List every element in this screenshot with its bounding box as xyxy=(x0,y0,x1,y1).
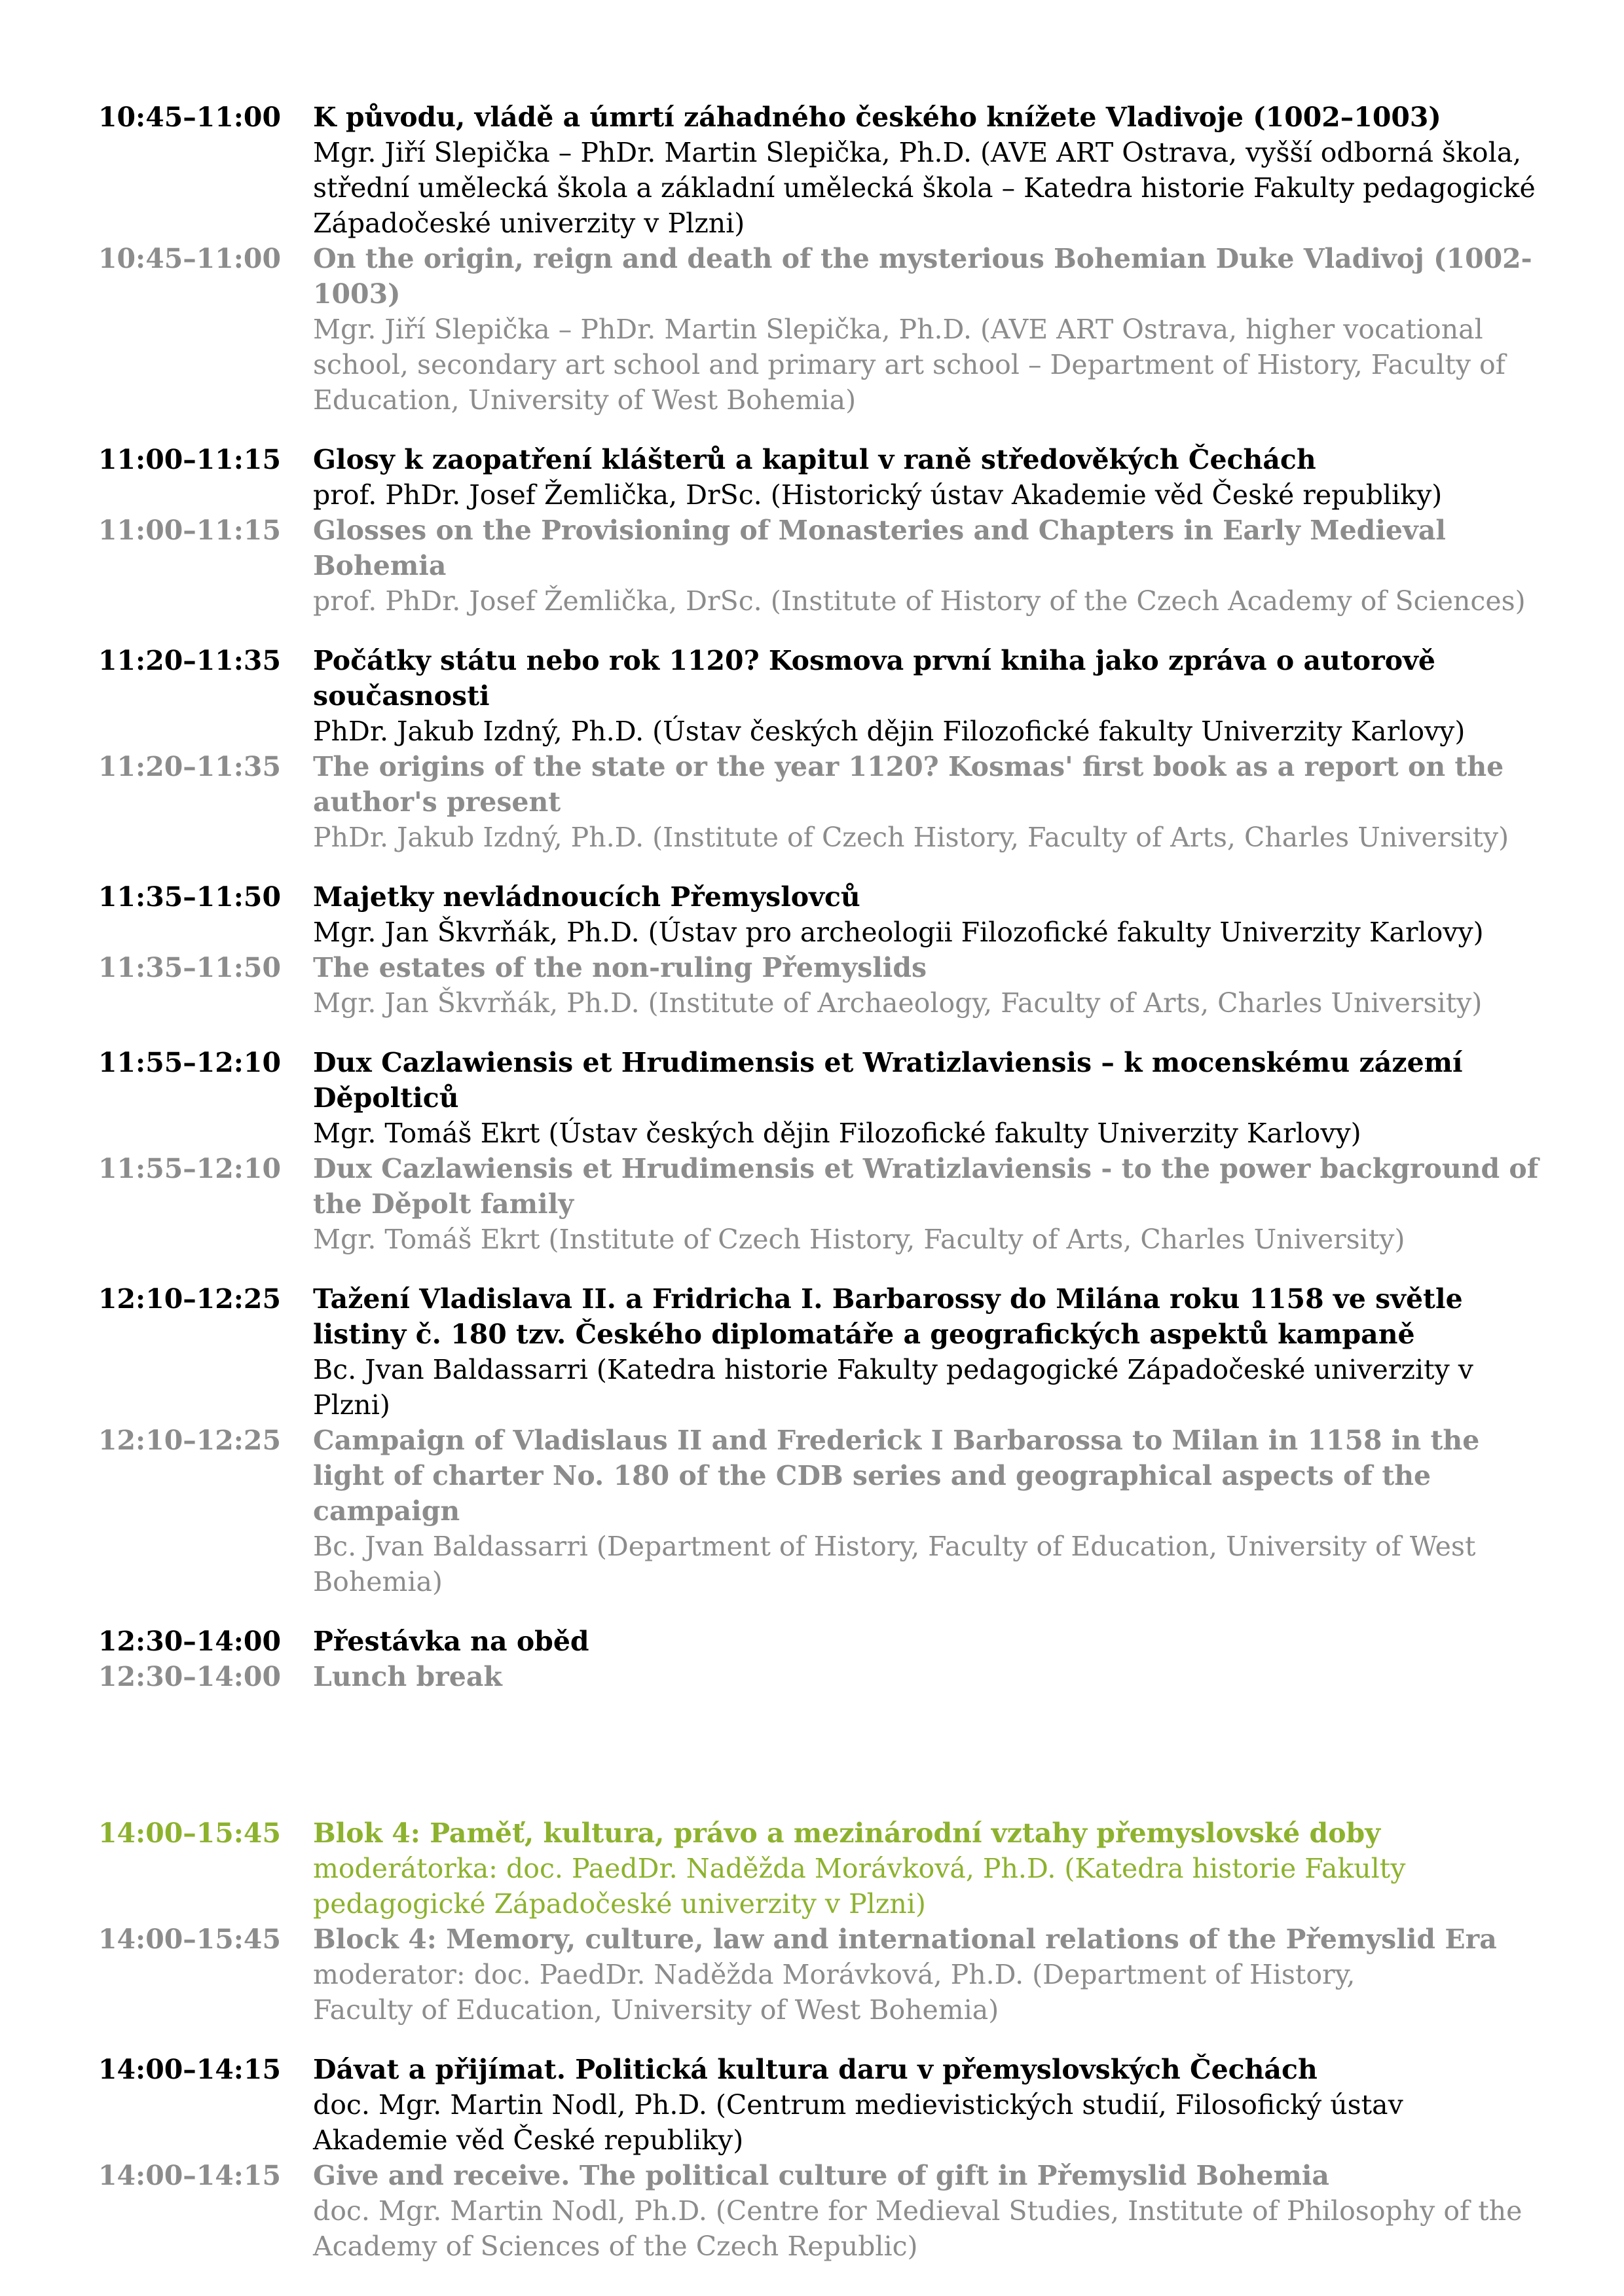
spacer xyxy=(98,1599,1539,1624)
czech-row xyxy=(98,1281,1539,1423)
talk-content xyxy=(313,2158,1539,2264)
time-slot: 12:30–14:00 xyxy=(98,1626,281,1657)
lunch-break-entry xyxy=(98,1624,1539,1694)
english-row xyxy=(98,2158,1539,2264)
speaker-affiliation: prof. PhDr. Josef Žemlička, DrSc. (Historický ústav Akademie věd České republiky) xyxy=(313,479,1443,511)
talk-content xyxy=(313,1281,1539,1423)
speaker-affiliation: prof. PhDr. Josef Žemlička, DrSc. (Institute of History of the Czech Academy of Sciences) xyxy=(313,585,1526,617)
talk-title: K původu, vládě a úmrtí záhadného českého knížete Vladivoje (1002–1003) xyxy=(313,101,1441,133)
session-block-header xyxy=(98,1815,1539,2028)
programme-entry xyxy=(98,442,1539,619)
czech-row xyxy=(98,1624,1539,1659)
talk-title: Glosses on the Provisioning of Monasteries and Chapters in Early Medieval Bohemia xyxy=(313,515,1446,581)
english-row xyxy=(98,1423,1539,1599)
block-title: Block 4: Memory, culture, law and international relations of the Přemyslid Era xyxy=(313,1923,1497,1955)
spacer xyxy=(98,619,1539,643)
programme-entry xyxy=(98,100,1539,418)
block-content xyxy=(313,1922,1539,2028)
time-slot: 10:45–11:00 xyxy=(98,101,281,133)
speaker-affiliation: doc. Mgr. Martin Nodl, Ph.D. (Centre for Medieval Studies, Institute of Philosophy of the Academy of Sciences of the Czech Republic) xyxy=(313,2195,1522,2262)
time-slot: 12:30–14:00 xyxy=(98,1661,281,1692)
czech-row xyxy=(98,442,1539,513)
spacer xyxy=(98,855,1539,879)
time-slot: 11:20–11:35 xyxy=(98,751,281,782)
moderator-line-2: Faculty of Education, University of West Bohemia) xyxy=(313,1994,999,2026)
time-slot: 11:35–11:50 xyxy=(98,952,281,983)
programme-entry xyxy=(98,879,1539,1021)
time-slot: 11:00–11:15 xyxy=(98,515,281,546)
talk-content xyxy=(313,1624,1539,1659)
spacer xyxy=(98,2028,1539,2052)
speaker-affiliation: Mgr. Tomáš Ekrt (Institute of Czech History, Faculty of Arts, Charles University) xyxy=(313,1224,1405,1255)
break-title: Lunch break xyxy=(313,1661,502,1692)
talk-content xyxy=(313,442,1539,513)
break-title: Přestávka na oběd xyxy=(313,1626,589,1657)
spacer xyxy=(98,1021,1539,1045)
talk-title: On the origin, reign and death of the mysterious Bohemian Duke Vladivoj (1002-1003) xyxy=(313,243,1532,310)
time-slot: 14:00–14:15 xyxy=(98,2160,281,2191)
talk-title: The estates of the non-ruling Přemyslids xyxy=(313,952,927,983)
spacer xyxy=(98,418,1539,442)
talk-content xyxy=(313,513,1539,619)
talk-title: Campaign of Vladislaus II and Frederick I Barbarossa to Milan in 1158 in the light of charter No. 180 of the CDB series and geographical aspects of the campaign xyxy=(313,1425,1480,1527)
speaker-affiliation: Mgr. Jan Škvrňák, Ph.D. (Ústav pro archeologii Filozofické fakulty Univerzity Karlovy) xyxy=(313,917,1484,948)
talk-content xyxy=(313,1659,1539,1694)
speaker-affiliation: Mgr. Jiří Slepička – PhDr. Martin Slepička, Ph.D. (AVE ART Ostrava, vyšší odborná škola, střední umělecká škola a základní umělecká škola – Katedra historie Fakulty pedagogické Západočeské univerzity v Plzni) xyxy=(313,137,1536,239)
czech-row xyxy=(98,100,1539,241)
time-slot: 14:00–15:45 xyxy=(98,1923,281,1955)
english-row xyxy=(98,1151,1539,1257)
talk-title: Dávat a přijímat. Politická kultura daru v přemyslovských Čechách xyxy=(313,2054,1318,2085)
talk-title: Tažení Vladislava II. a Fridricha I. Barbarossy do Milána roku 1158 ve světle listiny č. 180 tzv. Českého diplomatáře a geografických aspektů kampaně xyxy=(313,1283,1463,1350)
talk-title: Glosy k zaopatření klášterů a kapitul v raně středověkých Čechách xyxy=(313,444,1316,475)
talk-content xyxy=(313,749,1539,855)
speaker-affiliation: doc. Mgr. Martin Nodl, Ph.D. (Centrum medievistických studií, Filosofický ústav Akademie věd České republiky) xyxy=(313,2089,1403,2156)
time-slot: 11:55–12:10 xyxy=(98,1153,281,1184)
time-slot: 11:35–11:50 xyxy=(98,881,281,913)
talk-content xyxy=(313,1423,1539,1599)
talk-content xyxy=(313,879,1539,950)
czech-row xyxy=(98,2052,1539,2158)
speaker-affiliation: Bc. Jvan Baldassarri (Department of History, Faculty of Education, University of West Bohemia) xyxy=(313,1531,1476,1597)
moderator-line-1: moderator: doc. PaedDr. Naděžda Morávková, Ph.D. (Department of History, xyxy=(313,1959,1356,1990)
time-slot: 11:55–12:10 xyxy=(98,1047,281,1078)
talk-title: Majetky nevládnoucích Přemyslovců xyxy=(313,881,860,913)
programme-entry xyxy=(98,2052,1539,2264)
programme-entry xyxy=(98,643,1539,855)
time-slot: 11:20–11:35 xyxy=(98,645,281,676)
talk-content xyxy=(313,1151,1539,1257)
programme-list xyxy=(98,100,1539,2264)
czech-row xyxy=(98,643,1539,749)
time-slot: 11:00–11:15 xyxy=(98,444,281,475)
time-slot: 12:10–12:25 xyxy=(98,1283,281,1315)
talk-title: Give and receive. The political culture of gift in Přemyslid Bohemia xyxy=(313,2160,1329,2191)
programme-entry xyxy=(98,1281,1539,1599)
talk-title: Dux Cazlawiensis et Hrudimensis et Wratizlaviensis - to the power background of the Děpolt family xyxy=(313,1153,1539,1220)
time-slot: 12:10–12:25 xyxy=(98,1425,281,1456)
english-row xyxy=(98,513,1539,619)
talk-title: Počátky státu nebo rok 1120? Kosmova první kniha jako zpráva o autorově současnosti xyxy=(313,645,1435,712)
czech-row xyxy=(98,1815,1539,1922)
talk-content xyxy=(313,2052,1539,2158)
block-content xyxy=(313,1815,1539,1922)
time-slot: 14:00–15:45 xyxy=(98,1817,281,1849)
speaker-affiliation: Bc. Jvan Baldassarri (Katedra historie Fakulty pedagogické Západočeské univerzity v Plzni) xyxy=(313,1354,1473,1421)
talk-content xyxy=(313,100,1539,241)
talk-title: Dux Cazlawiensis et Hrudimensis et Wratizlaviensis – k mocenskému zázemí Děpolticů xyxy=(313,1047,1463,1114)
talk-content xyxy=(313,1045,1539,1151)
spacer xyxy=(98,1694,1539,1815)
english-row xyxy=(98,950,1539,1021)
talk-content xyxy=(313,950,1539,1021)
spacer xyxy=(98,1257,1539,1281)
czech-row xyxy=(98,879,1539,950)
czech-row xyxy=(98,1045,1539,1151)
block-title: Blok 4: Paměť, kultura, právo a mezinárodní vztahy přemyslovské doby xyxy=(313,1817,1381,1849)
speaker-affiliation: Mgr. Jan Škvrňák, Ph.D. (Institute of Archaeology, Faculty of Arts, Charles University) xyxy=(313,987,1483,1019)
speaker-affiliation: PhDr. Jakub Izdný, Ph.D. (Institute of Czech History, Faculty of Arts, Charles University) xyxy=(313,822,1509,853)
time-slot: 10:45–11:00 xyxy=(98,243,281,274)
speaker-affiliation: Mgr. Tomáš Ekrt (Ústav českých dějin Filozofické fakulty Univerzity Karlovy) xyxy=(313,1118,1361,1149)
talk-content xyxy=(313,241,1539,418)
talk-title: The origins of the state or the year 1120? Kosmas' first book as a report on the author's present xyxy=(313,751,1504,818)
time-slot: 14:00–14:15 xyxy=(98,2054,281,2085)
moderator: moderátorka: doc. PaedDr. Naděžda Morávková, Ph.D. (Katedra historie Fakulty pedagogické Západočeské univerzity v Plzni) xyxy=(313,1853,1406,1920)
english-row xyxy=(98,749,1539,855)
english-row xyxy=(98,241,1539,418)
programme-entry xyxy=(98,1045,1539,1257)
english-row xyxy=(98,1922,1539,2028)
talk-content xyxy=(313,643,1539,749)
english-row xyxy=(98,1659,1539,1694)
speaker-affiliation: PhDr. Jakub Izdný, Ph.D. (Ústav českých dějin Filozofické fakulty Univerzity Karlovy) xyxy=(313,716,1466,747)
speaker-affiliation: Mgr. Jiří Slepička – PhDr. Martin Slepička, Ph.D. (AVE ART Ostrava, higher vocational school, secondary art school and primary art school – Department of History, Faculty of Education, University of West Bohemia) xyxy=(313,314,1505,416)
